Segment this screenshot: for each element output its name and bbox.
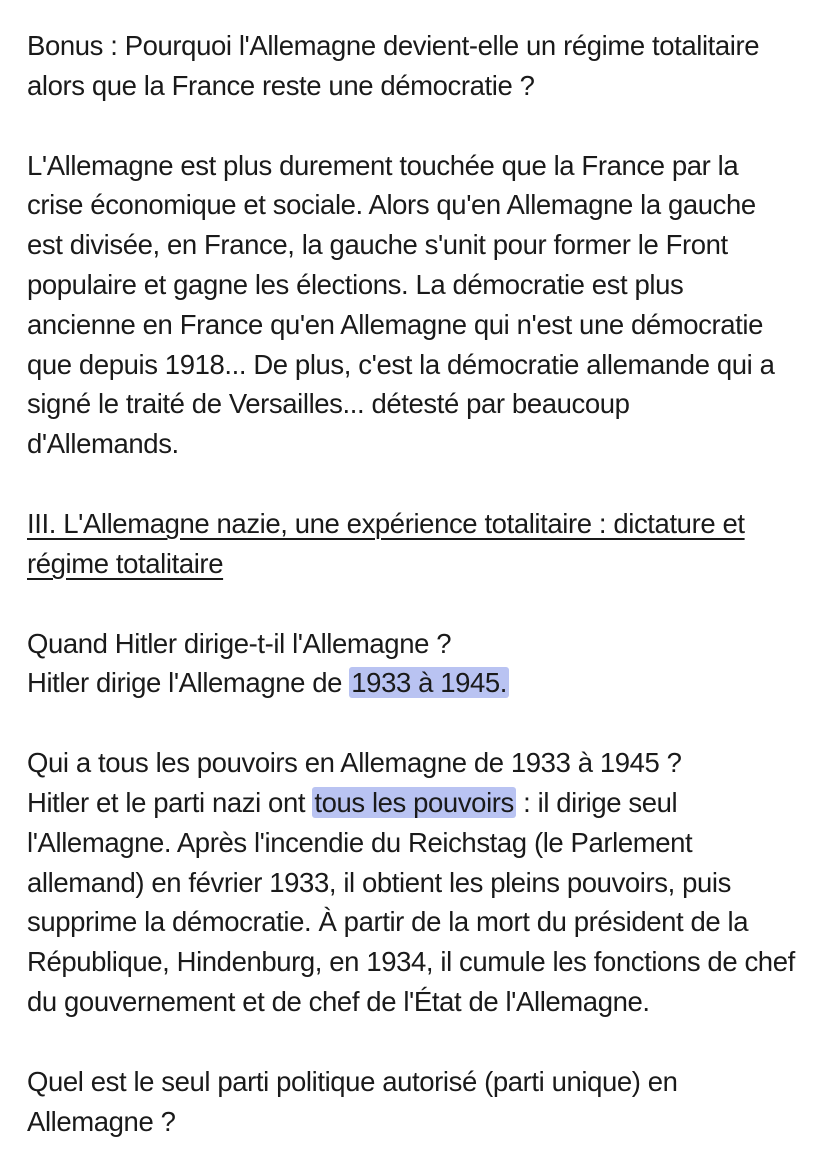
text-line: alors que la France reste une démocratie ?	[27, 69, 535, 101]
text-line: d'Allemands.	[27, 428, 179, 460]
text-line: que depuis 1918... De plus, c'est la démocratie allemande qui a	[27, 348, 775, 380]
answer-2-line	[27, 783, 798, 823]
text-line: Bonus : Pourquoi l'Allemagne devient-elle un régime totalitaire	[27, 30, 760, 61]
question-2: Qui a tous les pouvoirs en Allemagne de 1933 à 1945 ?	[27, 747, 682, 779]
text-line: est divisée, en France, la gauche s'unit pour former le Front	[27, 229, 728, 261]
answer-1-prefix: Hitler dirige l'Allemagne de	[27, 667, 350, 699]
question-3-block	[27, 1062, 798, 1142]
text-line: du gouvernement et de chef de l'État de l'Allemagne.	[27, 985, 650, 1017]
highlighted-dates: 1933 à 1945.	[351, 667, 508, 699]
question-2-block	[27, 743, 798, 1022]
text-line: l'Allemagne. Après l'incendie du Reichstag (le Parlement	[27, 826, 693, 858]
text-line: République, Hindenburg, en 1934, il cumule les fonctions de chef	[27, 946, 795, 978]
text-line: populaire et gagne les élections. La démocratie est plus	[27, 268, 684, 300]
question-1: Quand Hitler dirige-t-il l'Allemagne ?	[27, 627, 452, 659]
answer-1	[27, 663, 798, 703]
question-1-block	[27, 624, 798, 704]
text-line: L'Allemagne est plus durement touchée que la France par la	[27, 149, 739, 181]
section-title-line: III. L'Allemagne nazie, une expérience totalitaire : dictature et	[27, 507, 745, 539]
answer-2-prefix: Hitler et le parti nazi ont	[27, 786, 313, 818]
text-line: crise économique et sociale. Alors qu'en Allemagne la gauche	[27, 189, 756, 221]
text-line: signé le traité de Versailles... détesté par beaucoup	[27, 388, 630, 420]
text-line: ancienne en France qu'en Allemagne qui n'est une démocratie	[27, 308, 764, 340]
text-line: supprime la démocratie. À partir de la mort du président de la	[27, 906, 749, 938]
bonus-answer	[27, 146, 798, 464]
question-3-line: Allemagne ?	[27, 1105, 176, 1137]
question-3-line: Quel est le seul parti politique autorisé (parti unique) en	[27, 1065, 678, 1097]
section-title	[27, 504, 798, 584]
answer-2-suffix: : il dirige seul	[515, 786, 678, 818]
highlighted-powers: tous les pouvoirs	[314, 786, 514, 818]
bonus-question	[27, 26, 798, 106]
section-title-line: régime totalitaire	[27, 547, 224, 579]
text-line: allemand) en février 1933, il obtient les pleins pouvoirs, puis	[27, 866, 731, 898]
